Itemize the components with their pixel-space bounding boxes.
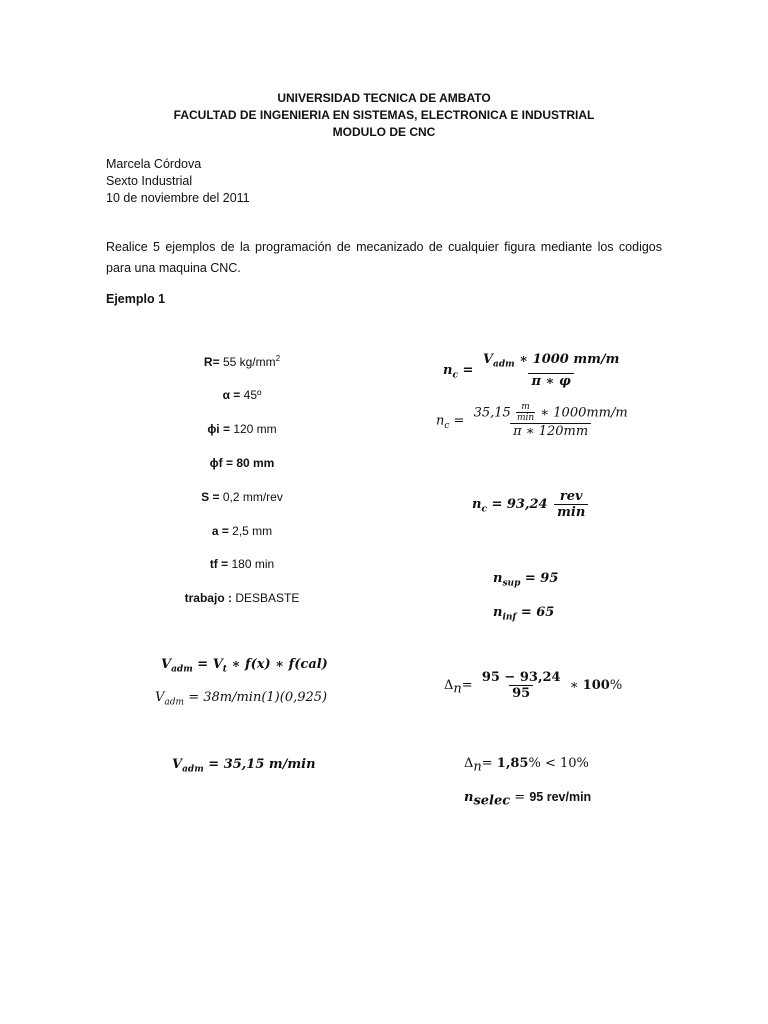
example-title: Ejemplo 1 [106,292,166,306]
header-university: UNIVERSIDAD TECNICA DE AMBATO [277,91,491,105]
param-alpha-value: 45º [240,388,262,402]
author-name: Marcela Córdova [106,157,202,171]
formula-vadm-result: $V_{adm} = 35,15$ m/min [172,757,316,775]
param-a-label: a = [211,524,229,538]
param-tf-label: tf = [209,557,229,571]
param-trabajo-label: trabajo : [184,591,232,605]
param-tf-value: 180 min [228,557,275,571]
formula-delta-n: $\Delta_n=$ $\frac{95 - 93,24}{95}$ ∗ 100% [444,670,623,701]
param-a [152,524,332,538]
param-a-value: 2,5 mm [228,524,273,538]
param-s [152,490,332,504]
header-faculty: FACULTAD DE INGENIERIA EN SISTEMAS, ELECTRONICA E INDUSTRIAL [173,108,595,122]
formula-vadm-substitution: $V_{adm} = 38m/\min(1)(0,925)$ [155,690,328,708]
param-r-exponent: 2 [275,354,281,363]
param-tf [152,557,332,571]
param-trabajo [152,591,332,605]
nc-result-fraction: $\frac{\text{rev}}{\min}$ [554,489,588,520]
author-course: Sexto Industrial [106,174,193,188]
formula-delta-result: $\Delta_n= 1,85\% < 10\%$ [464,756,589,775]
param-s-label: S = [201,490,220,504]
instructions-paragraph: Realice 5 ejemplos de la programación de mecanizado de cualquier figura mediante los codigos para una maquina CNC. [106,240,662,275]
nc-general-fraction: $\frac{V_{adm} ∗ 1000 mm/m}{\pi ∗ \varphi}$ [482,352,620,389]
param-alpha [152,388,332,402]
param-phi-final [152,456,332,470]
param-phii-value: 120 mm [229,422,277,436]
document-date: 10 de noviembre del 2011 [106,191,250,205]
param-phif-text: ϕf = 80 mm [209,456,275,470]
formula-n-inf: $n_{inf} = 65$ [493,605,555,623]
formula-vadm-general: $V_{adm} = V_t$ ∗ f(x) ∗ f(cal) [161,657,328,675]
param-phi-initial [152,422,332,436]
param-trabajo-value: DESBASTE [231,591,300,605]
m-per-min-fraction: $\frac{m}{\min}$ [516,402,535,423]
nc-subst-fraction: 35,15 $\frac{m}{\min}$ ∗ 1000mm/m π ∗ 120mm [473,402,628,439]
formula-nc-result: $n_c = 93,24$ $\frac{\text{rev}}{\min}$ [472,489,590,520]
param-alpha-label: α = [222,388,241,402]
formula-n-sup: $n_{sup} = 95$ [493,571,559,589]
formula-nc-substitution: $n_c$ = 35,15 $\frac{m}{\min}$ ∗ 1000mm/m π ∗ 120mm [436,403,633,439]
delta-fraction: $\frac{95 - 93,24}{95}$ [481,670,561,701]
formula-nc-general: $n_c$ = $\frac{V_{adm} ∗ 1000 mm/m}{\pi ∗ \varphi}$ [443,352,624,389]
param-r [152,354,332,369]
param-phii-label: ϕi = [207,422,230,436]
param-r-value: 55 kg/mm [219,355,276,369]
param-r-label: R= [203,355,220,369]
header-module: MODULO DE CNC [332,125,436,139]
formula-n-selec: $n_{selec} = 95$ rev/min [464,790,592,809]
param-s-value: 0,2 mm/rev [219,490,283,504]
